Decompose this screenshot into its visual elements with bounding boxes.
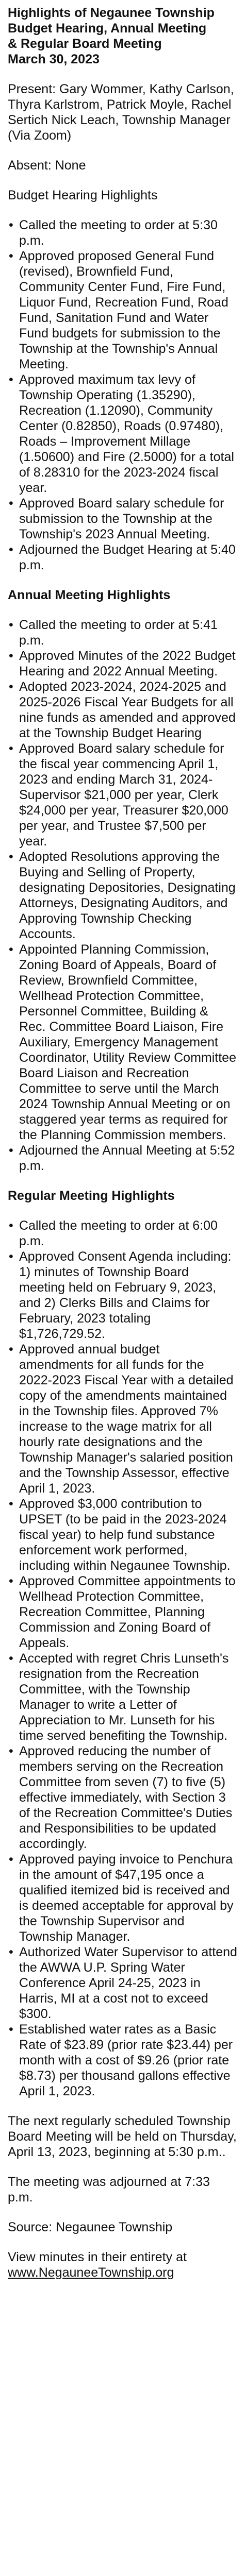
list-item: • Called the meeting to order at 5:41 p.m. [8, 617, 237, 648]
budget-hearing-list [8, 217, 237, 573]
article-title [8, 5, 237, 67]
attendance-present: Present: Gary Wommer, Kathy Carlson, Thyra Karlstrom, Patrick Moyle, Rachel Sertich Nick Leach, Township Manager (Via Zoom) [8, 82, 234, 143]
website-link[interactable]: www.NegauneeTownship.org [8, 2265, 174, 2280]
list-item: • Adopted Resolutions approving the Buying and Selling of Property, designating Depositories, Designating Attorneys, Designating Auditors, and Approving Township Checking Accounts. [8, 849, 237, 942]
regular-meeting-heading: Regular Meeting Highlights [8, 1189, 175, 1203]
title-line-4: March 30, 2023 [8, 52, 100, 66]
list-item: • Called the meeting to order at 5:30 p.m. [8, 217, 237, 248]
footer-text: View minutes in their entirety at [8, 2250, 187, 2264]
list-item: • Authorized Water Supervisor to attend the AWWA U.P. Spring Water Conference April 24-25, 2023 in Harris, MI at a cost not to exceed $300. [8, 1944, 237, 2022]
list-item: • Approved $3,000 contribution to UPSET (to be paid in the 2023-2024 fiscal year) to help fund substance enforcement work performed, including within Negaunee Township. [8, 1496, 237, 1573]
regular-meeting-list [8, 1218, 237, 2099]
list-item: • Adopted 2023-2024, 2024-2025 and 2025-2026 Fiscal Year Budgets for all nine funds as amended and approved at the Township Budget Hearing [8, 679, 237, 741]
list-item: • Approved paying invoice to Penchura in the amount of $47,195 once a qualified itemized bid is received and is deemed acceptable for approval by the Township Supervisor and Township Manager. [8, 1852, 237, 1944]
annual-meeting-heading: Annual Meeting Highlights [8, 588, 171, 602]
list-item: • Established water rates as a Basic Rate of $23.89 (prior rate $23.44) per month with a cost of $9.26 (prior rate $8.73) per thousand gallons effective April 1, 2023. [8, 2022, 237, 2099]
list-item: • Called the meeting to order at 6:00 p.m. [8, 1218, 237, 1249]
list-item: • Adjourned the Budget Hearing at 5:40 p.m. [8, 542, 237, 573]
list-item: • Approved Consent Agenda including: 1) minutes of Township Board meeting held on February 9, 2023, and 2) Clerks Bills and Claims for February, 2023 totaling $1,726,729.52. [8, 1249, 237, 1342]
title-line-1: Highlights of Negaunee Township [8, 6, 215, 20]
list-item: • Approved Committee appointments to Wellhead Protection Committee, Recreation Committee, Planning Commission and Zoning Board of Appeals. [8, 1573, 237, 1651]
footer [8, 2249, 237, 2280]
title-line-3: & Regular Board Meeting [8, 37, 162, 51]
list-item: • Approved Minutes of the 2022 Budget Hearing and 2022 Annual Meeting. [8, 648, 237, 679]
list-item: • Approved reducing the number of members serving on the Recreation Committee from seven (7) to five (5) effective immediately, with Section 3 of the Recreation Committee's Duties and Responsibilities to be updated accordingly. [8, 1743, 237, 1852]
next-meeting-note: The next regularly scheduled Township Board Meeting will be held on Thursday, April 13, 2023, beginning at 5:30 p.m.. [8, 2114, 237, 2159]
adjourned-note: The meeting was adjourned at 7:33 p.m. [8, 2175, 210, 2205]
list-item: • Approved maximum tax levy of Township Operating (1.35290), Recreation (1.12090), Community Center (0.82850), Roads (0.97480), Roads – Improvement Millage (1.50600) and Fire (2.5000) for a total of 8.28310 for the 2023-2024 fiscal year. [8, 372, 237, 496]
list-item: • Approved Board salary schedule for the fiscal year commencing April 1, 2023 and ending March 31, 2024- Supervisor $21,000 per year, Clerk $24,000 per year, Treasurer $20,000 per year, and Trustee $7,500 per year. [8, 741, 237, 849]
list-item: • Appointed Planning Commission, Zoning Board of Appeals, Board of Review, Brownfield Committee, Wellhead Protection Committee, Personnel Committee, Building & Rec. Committee Board Liaison, Fire Auxiliary, Emergency Management Coordinator, Utility Review Committee Board Liaison and Recreation Committee to serve until the March 2024 Township Annual Meeting or on staggered year terms as required for the Planning Commission members. [8, 942, 237, 1143]
list-item: • Accepted with regret Chris Lunseth's resignation from the Recreation Committee, with the Township Manager to write a Letter of Appreciation to Mr. Lunseth for his time served benefiting the Township. [8, 1651, 237, 1743]
budget-hearing-heading: Budget Hearing Highlights [8, 188, 158, 202]
attendance-absent: Absent: None [8, 158, 86, 173]
title-line-2: Budget Hearing, Annual Meeting [8, 21, 207, 36]
annual-meeting-list [8, 617, 237, 1174]
list-item: • Approved annual budget amendments for all funds for the 2022-2023 Fiscal Year with a detailed copy of the amendments maintained in the Township files. Approved 7% increase to the wage matrix for all hourly rate designations and the Township Manager's salaried position and the Township Assessor, effective April 1, 2023. [8, 1342, 237, 1496]
list-item: • Approved Board salary schedule for submission to the Township at the Township's 2023 Annual Meeting. [8, 496, 237, 542]
list-item: • Adjourned the Annual Meeting at 5:52 p.m. [8, 1143, 237, 1174]
list-item: • Approved proposed General Fund (revised), Brownfield Fund, Community Center Fund, Fire Fund, Liquor Fund, Recreation Fund, Road Fund, Sanitation Fund and Water Fund budgets for submission to the Township at the Township's Annual Meeting. [8, 248, 237, 372]
source-credit: Source: Negaunee Township [8, 2220, 173, 2234]
